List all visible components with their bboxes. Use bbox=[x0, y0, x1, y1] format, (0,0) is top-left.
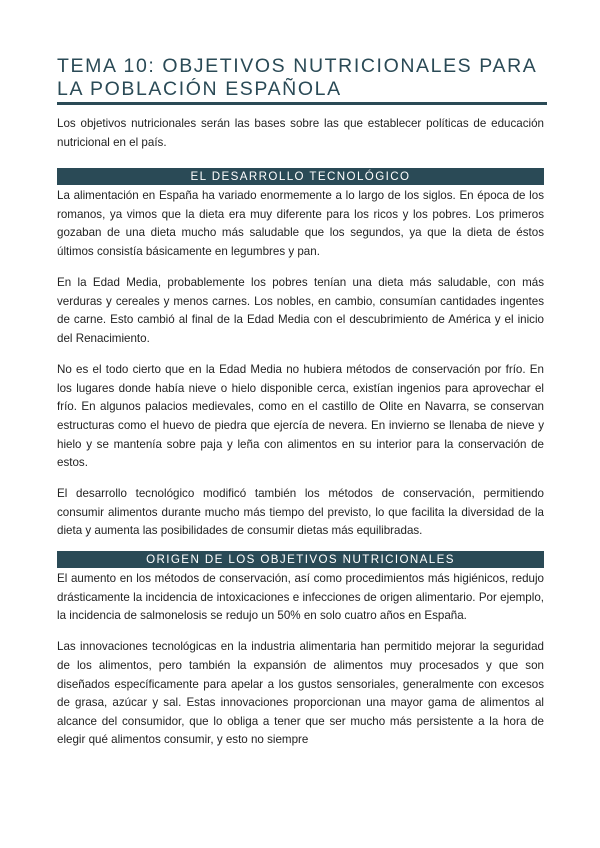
body-paragraph: Las innovaciones tecnológicas en la industria alimentaria han permitido mejorar la seguridad de los alimentos, pero también la expansión de alimentos muy procesados y que son diseñados específicamente para apelar a los gustos sensoriales, generalmente con excesos de grasa, azúcar y sal. Estas innovaciones proporcionan una mayor gama de alimentos al alcance del consumidor, que lo obliga a tener que ser mucho más persistente a la hora de elegir qué alimentos consumir, y esto no siempre bbox=[57, 640, 544, 747]
body-paragraph: La alimentación en España ha variado enormemente a lo largo de los siglos. En época de los romanos, ya vimos que la dieta era muy diferente para los ricos y los pobres. Los primeros gozaban de una dieta mucho más saludable que los segundos, ya que la dieta de éstos últimos consistía básicamente en legumbres y pan. bbox=[57, 189, 544, 258]
page-title: TEMA 10: OBJETIVOS NUTRICIONALES PARA LA POBLACIÓN ESPAÑOLA bbox=[57, 55, 547, 105]
body-paragraph: El aumento en los métodos de conservación, así como procedimientos más higiénicos, redujo drásticamente la incidencia de intoxicaciones e infecciones de origen alimentario. Por ejemplo, la incidencia de salmonelosis se redujo un 50% en solo cuatro años en España. bbox=[57, 572, 544, 623]
document-body bbox=[57, 115, 544, 763]
body-paragraph: En la Edad Media, probablemente los pobres tenían una dieta más saludable, con más verduras y cereales y menos carnes. Los nobles, en cambio, consumían cantidades ingentes de carne. Esto cambió al final de la Edad Media con el descubrimiento de América y el inicio del Renacimiento. bbox=[57, 276, 544, 345]
intro-paragraph: Los objetivos nutricionales serán las bases sobre las que establecer políticas de educación nutricional en el país. bbox=[57, 117, 544, 149]
body-paragraph: No es el todo cierto que en la Edad Media no hubiera métodos de conservación por frío. En los lugares donde había nieve o hielo disponible cerca, existían ingenios para aprovechar el frío. En algunos palacios medievales, como en el castillo de Olite en Navarra, se conservan estructuras como el huevo de piedra que ejercía de nevera. En invierno se llenaba de nieve y hielo y se mantenía sobre paja y leña con alimentos en su interior para la conservación de estos. bbox=[57, 363, 544, 470]
section-heading: EL DESARROLLO TECNOLÓGICO bbox=[57, 168, 544, 185]
section-heading: ORIGEN DE LOS OBJETIVOS NUTRICIONALES bbox=[57, 551, 544, 568]
body-paragraph: El desarrollo tecnológico modificó también los métodos de conservación, permitiendo consumir alimentos durante mucho más tiempo del previsto, lo que facilita la diversidad de la dieta y aumenta las posibilidades de consumir dietas más equilibradas. bbox=[57, 487, 544, 538]
